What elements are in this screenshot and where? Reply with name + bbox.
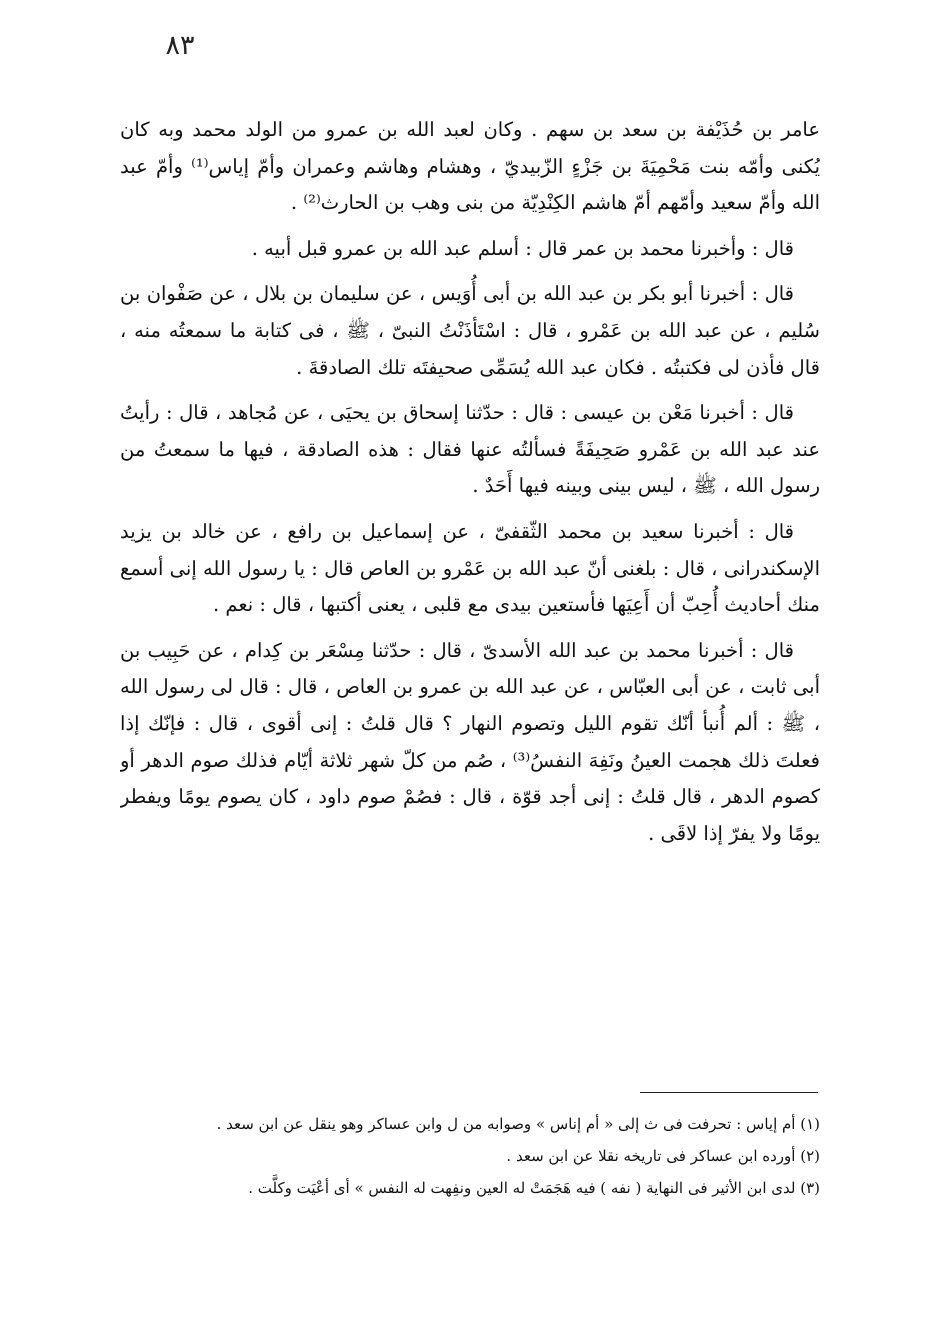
paragraph: قال : أخبرنا محمد بن عبد الله الأسدىّ ، قال : حدّثنا مِسْعَر بن كِدام ، عن حَبِيب بن أبى ثابت ، عن أبى العبّاس ، عن عبد الله بن عمرو بن العاص ، قال : قال لى رسول الله ، ﷺ : ألم أُنبأ أنّك تقوم الليل وتصوم النهار ؟ قال قلتُ : إنى أقوى ، قال : فإنّك إذا فعلتَ ذلك هجمت العينُ ونَفِهَ النفسُ⁽³⁾ ، صُم من كلّ شهر ثلاثة أيّام فذلك صوم الدهر أو كصوم الدهر ، قال قلتُ : إنى أجد قوّة ، قال : فصُمْ صوم داود ، كان يصوم يومًا ويفطر يومًا ولا يفرّ إذا لاقَى . xyxy=(120,638,820,845)
footnote: (٢) أورده ابن عساكر فى تاريخه نقلا عن ابن سعد . xyxy=(506,1147,820,1165)
paragraph: قال : أخبرنا أبو بكر بن عبد الله بن أبى أُوَيس ، عن سليمان بن بلال ، عن صَفْوان بن سُليم ، عن عبد الله بن عَمْرو ، قال : اسْتَأذَنْتُ النبىّ ، ﷺ ، فى كتابة ما سمعتُه منه ، قال فأذن لى فكتبتُه . فكان عبد الله يُسَمِّى صحيفتَه تلك الصادقةَ . xyxy=(120,282,820,379)
footnote: (٣) لدى ابن الأثير فى النهاية ( نفه ) فيه هَجَمَتْ له العين ونفِهت له النفس » أى أعْيَت وكلَّت . xyxy=(248,1179,820,1197)
page-number: ٨٣ xyxy=(165,30,195,61)
footnotes xyxy=(120,1110,820,1206)
main-text xyxy=(120,112,820,1072)
paragraph: قال : أخبرنا سعيد بن محمد الثّقفىّ ، عن إسماعيل بن رافع ، عن خالد بن يزيد الإسكندرانى ، قال : بلغنى أنّ عبد الله بن عَمْرو بن العاص قال : يا رسول الله إنى أسمع منك أحاديث أُحِبّ أن أَعِيَها فأستعين بيدى مع قلبى ، يعنى أكتبها ، قال : نعم . xyxy=(120,519,820,617)
footnote: (١) أم إياس : تحرفت فى ث إلى « أم إناس » وصوابه من ل وابن عساكر وهو ينقل عن ابن سعد . xyxy=(216,1115,820,1133)
paragraph: قال : أخبرنا مَعْن بن عيسى : قال : حدّثنا إسحاق بن يحيَى ، عن مُجاهد ، قال : رأيتُ عند عبد الله بن عَمْرو صَحِيفَةً فسألتُه عنها فقال : هذه الصادقة ، فيها ما سمعتُ من رسول الله ، ﷺ ، ليس بينى وبينه فيها أَحَدٌ . xyxy=(120,401,820,498)
paragraph: قال : وأخبرنا محمد بن عمر قال : أسلم عبد الله بن عمرو قبل أبيه . xyxy=(251,236,794,260)
paragraph: عامر بن حُذَيْفة بن سعد بن سهم . وكان لعبد الله بن عمرو من الولد محمد وبه كان يُكنى وأمّه بنت مَحْمِيَةَ بن جَزْءٍ الزّبيديّ ، وهشام وهاشم وعمران وأمّ إياس⁽¹⁾ وأمّ عبد الله وأمّ سعيد وأمّهم أمّ هاشم الكِنْدِيّة من بنى وهب بن الحارث⁽²⁾ . xyxy=(120,118,820,215)
footnote-divider xyxy=(640,1092,818,1093)
